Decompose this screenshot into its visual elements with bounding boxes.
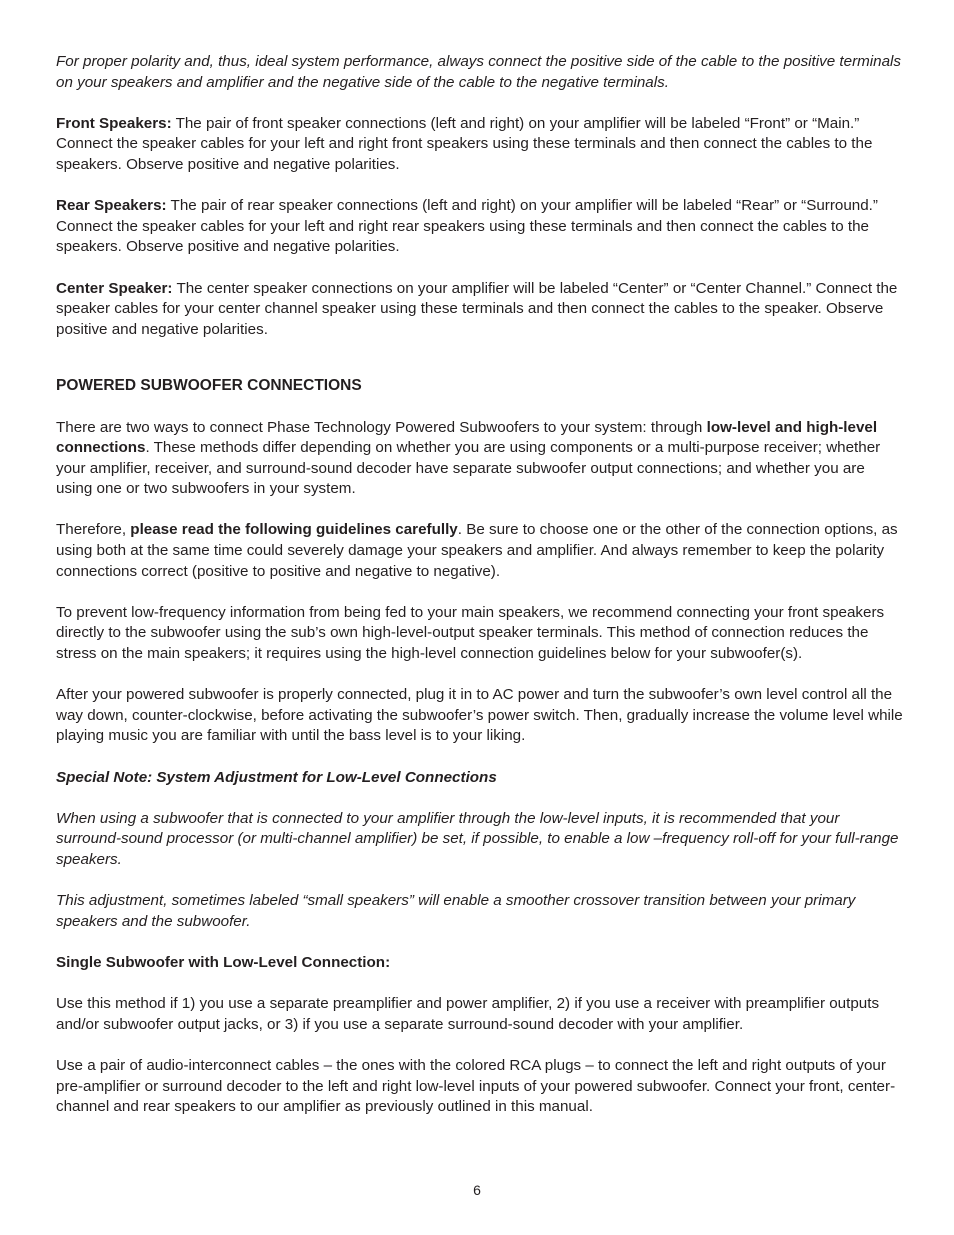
center-speaker-paragraph bbox=[56, 279, 904, 341]
para1-before: There are two ways to connect Phase Technology Powered Subwoofers to your system: through bbox=[56, 418, 707, 436]
low-frequency-paragraph: To prevent low-frequency information from being fed to your main speakers, we recommend connecting your front speakers directly to the subwoofer using the sub’s own high-level-output speaker terminals. This method of connection reduces the stress on the main speakers; it requires using the high-level connection guidelines below for your subwoofer(s). bbox=[56, 603, 885, 663]
power-on-paragraph: After your powered subwoofer is properly connected, plug it in to AC power and turn the subwoofer’s own level control all the way down, counter-clockwise, before activating the subwoofer’s power switch. Then, gradually increase the volume level while playing music you are familiar with until the bass level is to your liking. bbox=[56, 686, 903, 745]
rear-speakers-paragraph bbox=[56, 196, 904, 258]
single-subwoofer-paragraph-1: Use this method if 1) you use a separate preamplifier and power amplifier, 2) if you use a receiver with preamplifier outputs and/or subwoofer output jacks, or 3) if you use a separate surround-sound decoder with your amplifier. bbox=[56, 995, 880, 1033]
para1-after: . These methods differ depending on whether you are using components or a multi-purpose receiver; whether your amplifier, receiver, and surround-sound decoder have separate subwoofer output connections; and whether you are using one or two subwoofers in your system. bbox=[56, 439, 881, 498]
special-note-heading: Special Note: System Adjustment for Low-Level Connections bbox=[56, 768, 497, 786]
rear-speakers-text: The pair of rear speaker connections (left and right) on your amplifier will be labeled “Rear” or “Surround.” Connect the speaker cables for your left and right rear speakers using these terminals and then connect the cables to the speakers. Observe positive and negative polarities. bbox=[56, 197, 878, 256]
para2-before: Therefore, bbox=[56, 521, 131, 539]
special-note-paragraph-2: This adjustment, sometimes labeled “small speakers” will enable a smoother crossover transition between your primary speakers and the subwoofer. bbox=[56, 892, 856, 930]
page-content bbox=[56, 52, 904, 1138]
para2-bold: please read the following guidelines carefully bbox=[130, 521, 458, 539]
rear-speakers-label: Rear Speakers: bbox=[56, 197, 167, 215]
front-speakers-paragraph bbox=[56, 114, 904, 176]
polarity-note: For proper polarity and, thus, ideal system performance, always connect the positive side of the cable to the positive terminals on your speakers and amplifier and the negative side of the cable to the negative terminals. bbox=[56, 53, 902, 91]
para1-bold: low-level and high-level connections bbox=[56, 418, 878, 457]
special-note-paragraph-1: When using a subwoofer that is connected to your amplifier through the low-level inputs, it is recommended that your surround-sound processor (or multi-channel amplifier) be set, if possible, to enable a low –frequency roll-off for your full-range speakers. bbox=[56, 809, 899, 868]
single-subwoofer-heading: Single Subwoofer with Low-Level Connection: bbox=[56, 953, 391, 971]
center-speaker-label: Center Speaker: bbox=[56, 279, 173, 297]
guidelines-paragraph bbox=[56, 520, 904, 582]
connection-methods-paragraph bbox=[56, 418, 904, 500]
para2-after: . Be sure to choose one or the other of the connection options, as using both at the same time could severely damage your speakers and amplifier. And always remember to keep the polarity connections correct (positive to positive and negative to negative). bbox=[56, 521, 898, 580]
page-number: 6 bbox=[473, 1182, 481, 1198]
front-speakers-label: Front Speakers: bbox=[56, 114, 172, 132]
section-heading: POWERED SUBWOOFER CONNECTIONS bbox=[56, 377, 362, 395]
center-speaker-text: The center speaker connections on your amplifier will be labeled “Center” or “Center Channel.” Connect the speaker cables for your center channel speaker using these terminals and then connect the cables to the speaker. Observe positive and negative polarities. bbox=[56, 279, 898, 338]
single-subwoofer-paragraph-2: Use a pair of audio-interconnect cables – the ones with the colored RCA plugs – to connect the left and right outputs of your pre-amplifier or surround decoder to the left and right low-level inputs of your powered subwoofer. Connect your front, center-channel and rear speakers to our amplifier as previously outlined in this manual. bbox=[56, 1056, 896, 1116]
front-speakers-text: The pair of front speaker connections (left and right) on your amplifier will be labeled “Front” or “Main.” Connect the speaker cables for your left and right front speakers using these terminals and then connect the cables to the speakers. Observe positive and negative polarities. bbox=[56, 114, 873, 173]
